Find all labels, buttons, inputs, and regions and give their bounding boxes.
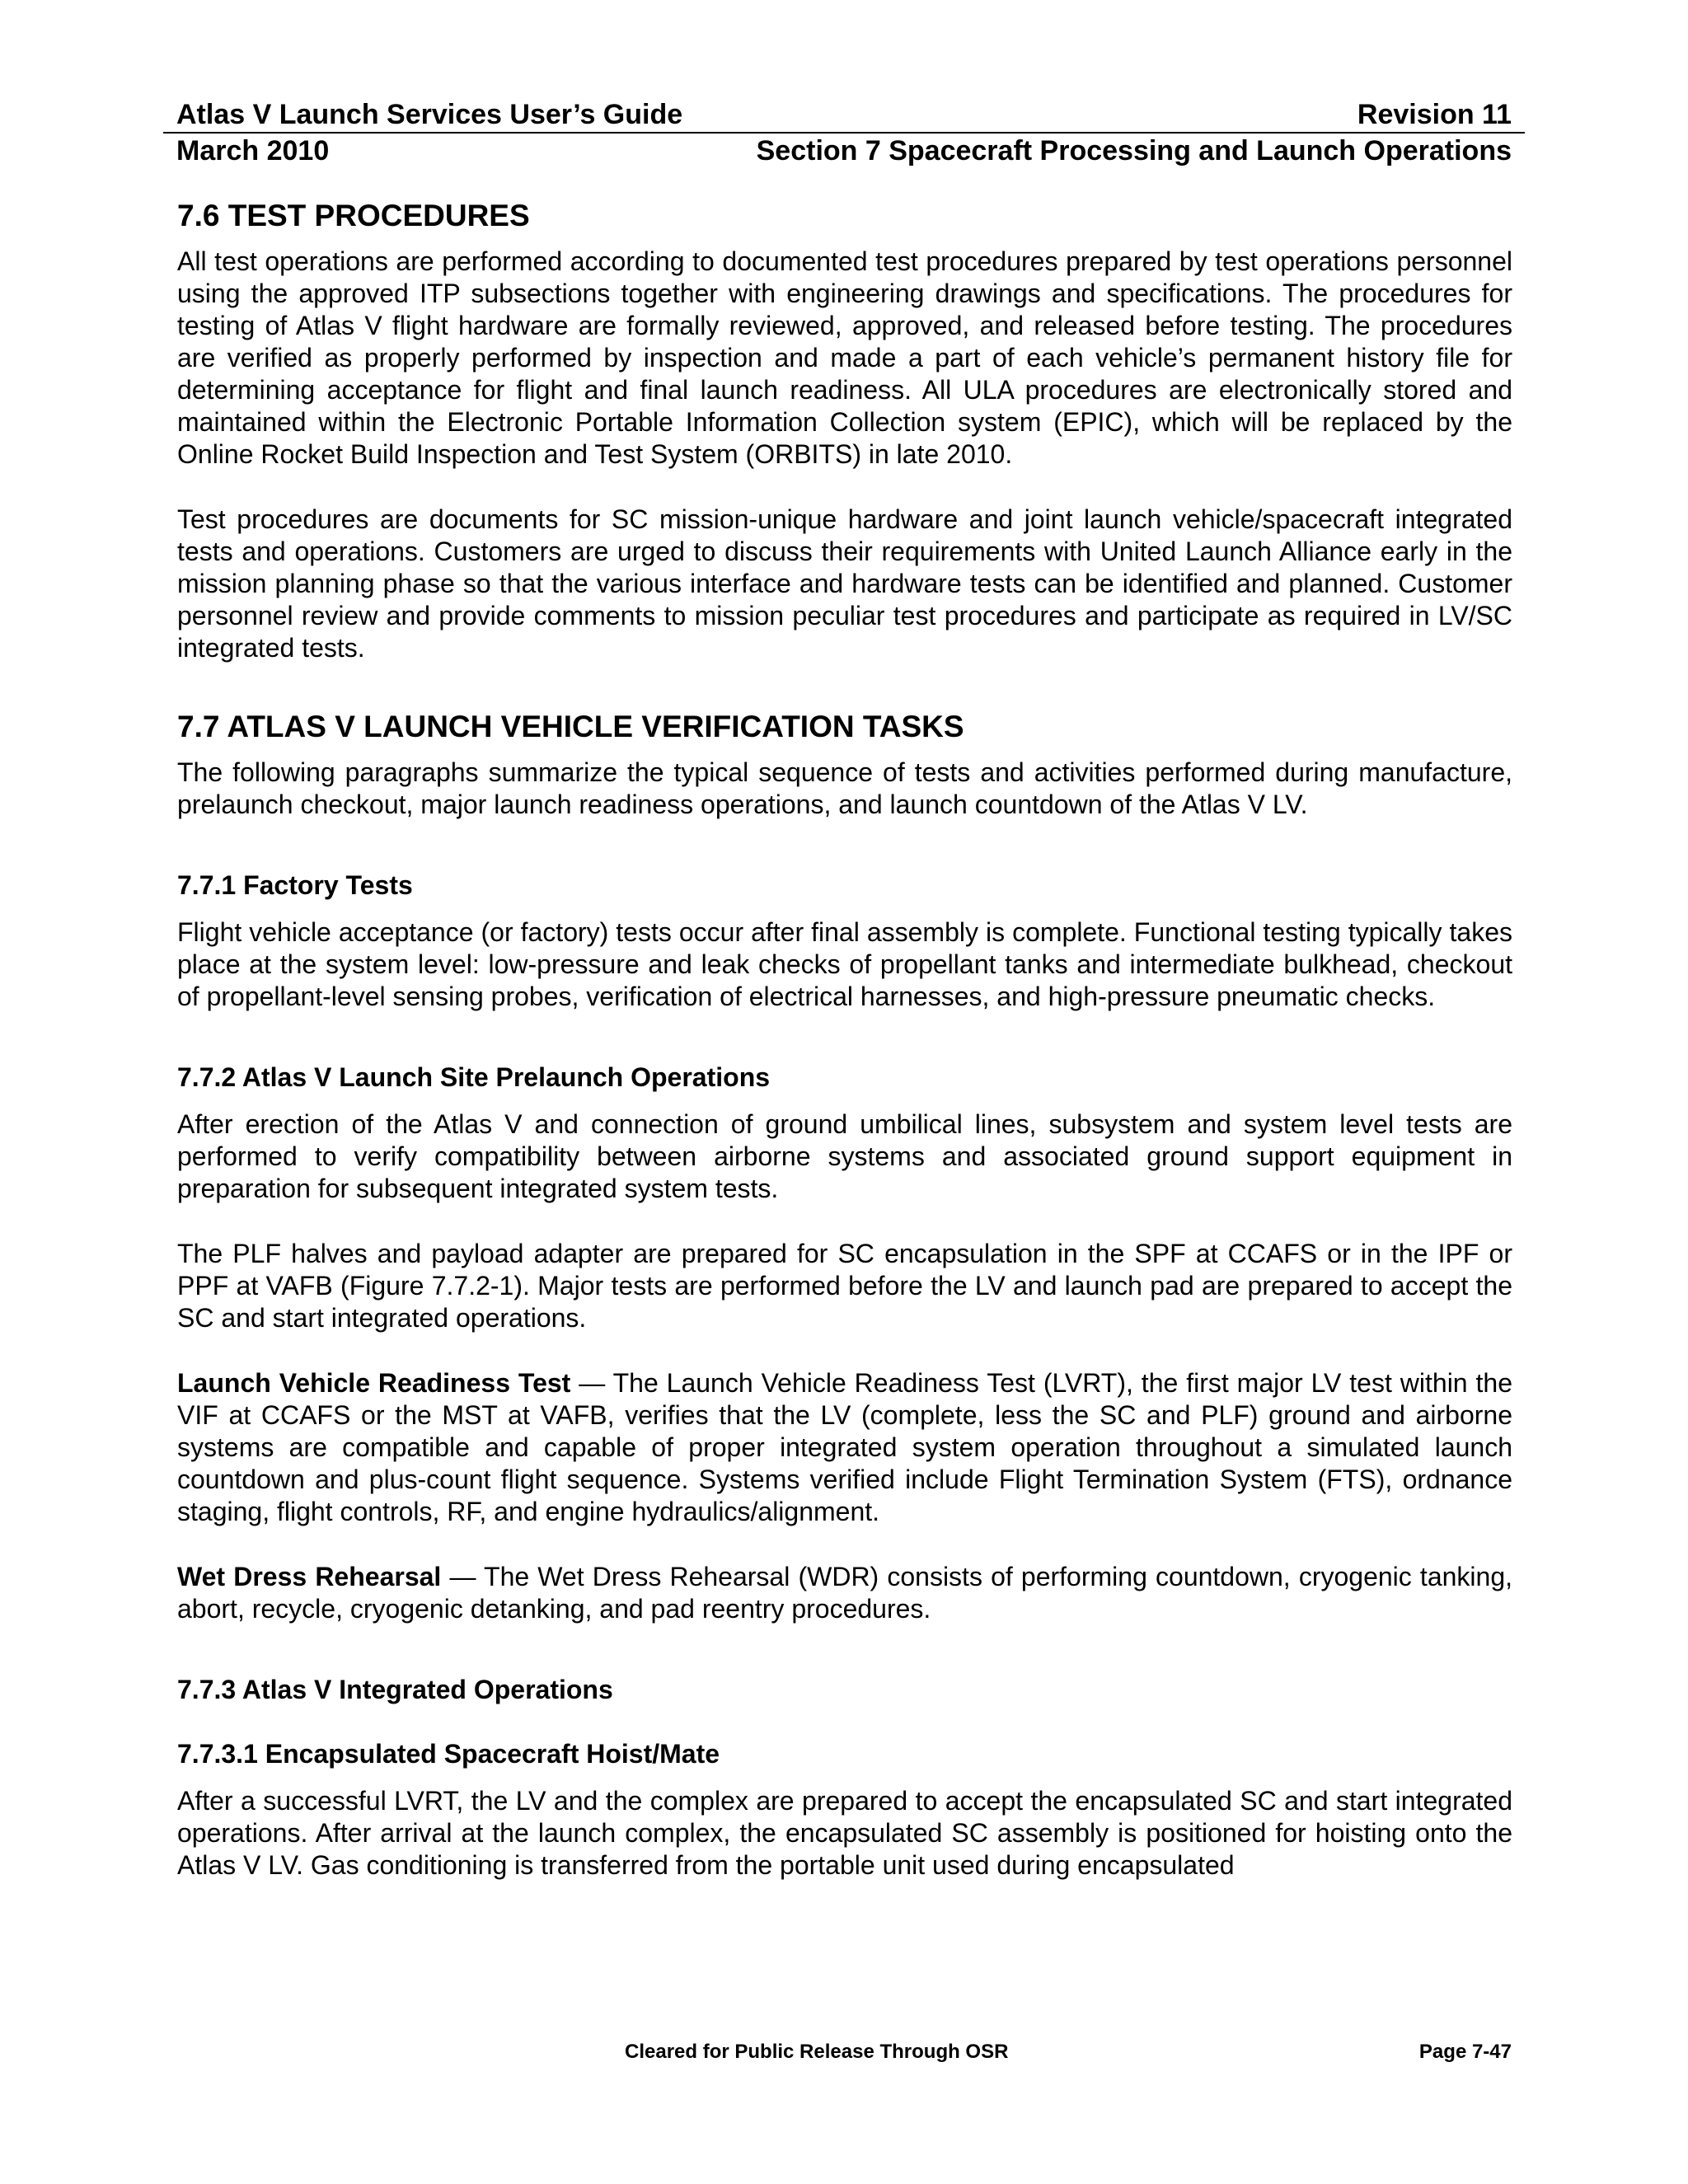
heading-7-7-3: 7.7.3 Atlas V Integrated Operations: [177, 1675, 613, 1704]
paragraph-7-6-1: All test operations are performed according to documented test procedures prepared by test operations personnel using the approved ITP subsections together with engineering drawings and specifications. The procedures for testing of Atlas V flight hardware are formally reviewed, approved, and released before testing. The procedures are verified as properly performed by inspection and made a part of each vehicle’s permanent history file for determining acceptance for flight and final launch readiness. All ULA procedures are electronically stored and maintained within the Electronic Portable Information Collection system (EPIC), which will be replaced by the Online Rocket Build Inspection and Test System (ORBITS) in late 2010.: [177, 246, 1512, 469]
heading-7-7-3-1: 7.7.3.1 Encapsulated Spacecraft Hoist/Mate: [177, 1739, 720, 1769]
document-title: Atlas V Launch Services User’s Guide: [176, 99, 683, 130]
release-notice: Cleared for Public Release Through OSR: [625, 2041, 1009, 2063]
paragraph-7-7-1-1: Flight vehicle acceptance (or factory) tests occur after final assembly is complete. Functional testing typically takes place at the system level: low-pressure and leak checks of propellant tanks and intermediate bulkhead, checkout of propellant-level sensing probes, verification of electrical harnesses, and high-pressure pneumatic checks.: [177, 917, 1512, 1011]
page-header: [163, 97, 1525, 168]
header-bottom-row: [163, 134, 1525, 168]
heading-7-7-2: 7.7.2 Atlas V Launch Site Prelaunch Operations: [177, 1062, 771, 1092]
section-title: Section 7 Spacecraft Processing and Launch Operations: [756, 135, 1512, 166]
paragraph-wdr: [177, 1561, 1512, 1625]
revision-label: Revision 11: [1357, 99, 1512, 130]
paragraph-7-7-3-1-1: After a successful LVRT, the LV and the complex are prepared to accept the encapsulated SC and start integrated operations. After arrival at the launch complex, the encapsulated SC assembly is positioned for hoisting onto the Atlas V LV. Gas conditioning is transferred from the portable unit used during encapsulated: [177, 1786, 1512, 1880]
paragraph-7-7-2-2: The PLF halves and payload adapter are prepared for SC encapsulation in the SPF at CCAFS or in the IPF or PPF at VAFB (Figure 7.7.2-1). Major tests are performed before the LV and launch pad are prepared to accept the SC and start integrated operations.: [177, 1239, 1512, 1333]
heading-7-6: 7.6 TEST PROCEDURES: [177, 199, 530, 232]
wdr-text: — The Wet Dress Rehearsal (WDR) consists of performing countdown, cryogenic tanking, abort, recycle, cryogenic detanking, and pad reentry procedures.: [177, 1562, 1513, 1624]
lvrt-lead: Launch Vehicle Readiness Test: [177, 1368, 571, 1398]
paragraph-7-7-1: The following paragraphs summarize the typical sequence of tests and activities performed during manufacture, prelaunch checkout, major launch readiness operations, and launch countdown of the Atlas V LV.: [177, 757, 1512, 819]
heading-7-7: 7.7 ATLAS V LAUNCH VEHICLE VERIFICATION TASKS: [177, 710, 964, 743]
paragraph-7-7-2-1: After erection of the Atlas V and connection of ground umbilical lines, subsystem and system level tests are performed to verify compatibility between airborne systems and associated ground support equipment in preparation for subsequent integrated system tests.: [177, 1109, 1512, 1203]
page-content: [177, 198, 1512, 1882]
paragraph-7-6-2: Test procedures are documents for SC mission-unique hardware and joint launch vehicle/spacecraft integrated tests and operations. Customers are urged to discuss their requirements with United Launch Alliance early in the mission planning phase so that the various interface and hardware tests can be identified and planned. Customer personnel review and provide comments to mission peculiar test procedures and participate as required in LV/SC integrated tests.: [177, 504, 1512, 663]
lvrt-text: — The Launch Vehicle Readiness Test (LVRT), the first major LV test within the VIF at CCAFS or the MST at VAFB, verifies that the LV (complete, less the SC and PLF) ground and airborne systems are compatible and capable of proper integrated system operation throughout a simulated launch countdown and plus-count flight sequence. Systems verified include Flight Termination System (FTS), ordnance staging, flight controls, RF, and engine hydraulics/alignment.: [177, 1368, 1513, 1526]
document-date: March 2010: [176, 135, 330, 166]
heading-7-7-1: 7.7.1 Factory Tests: [177, 870, 413, 900]
page-number: Page 7-47: [1418, 2041, 1512, 2063]
header-top-row: [163, 97, 1525, 132]
paragraph-lvrt: [177, 1367, 1512, 1528]
wdr-lead: Wet Dress Rehearsal: [177, 1562, 442, 1591]
